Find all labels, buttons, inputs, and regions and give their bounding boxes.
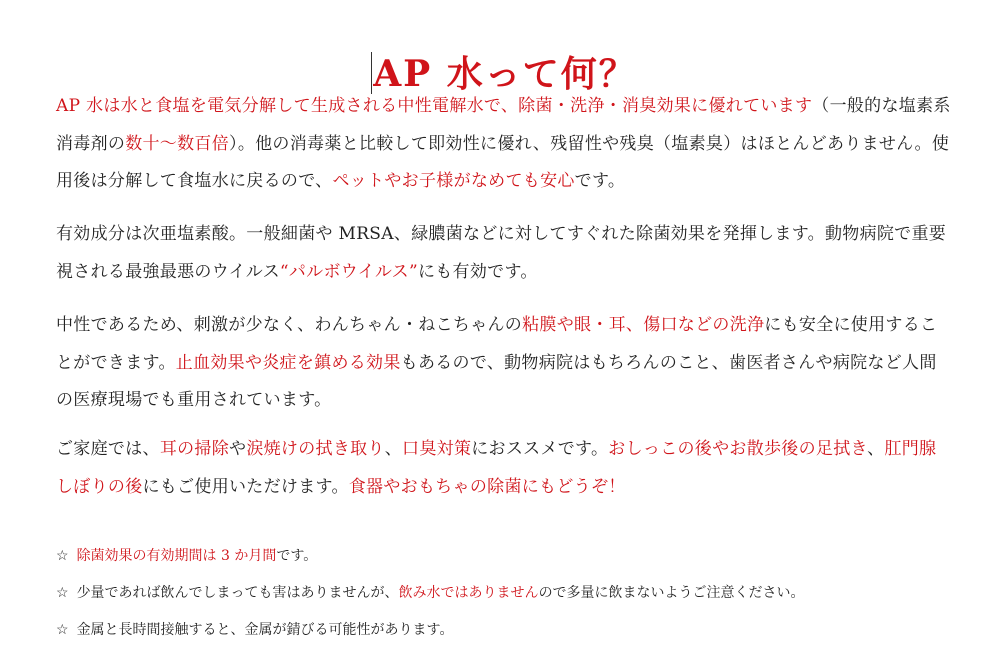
body-text: 少量であれば飲んでしまっても害はありませんが、 [76, 585, 399, 601]
body-text: にも有効です。 [417, 261, 538, 282]
note-validity [56, 546, 952, 566]
body-text: もあるので、動物病院はもちろんのこと、歯医者さんや病院など人間の医療現場でも重用されています。 [56, 352, 937, 410]
highlighted-text: 涙焼けの拭き取り [246, 439, 385, 459]
highlighted-text: おしっこの後やお散歩後の足拭き [608, 439, 868, 459]
highlighted-text: 飲み水ではありません [398, 585, 539, 601]
highlighted-text: 粘膜や眼・耳、傷口などの洗浄 [522, 315, 765, 335]
highlighted-text: 止血効果や炎症を鎮める効果 [175, 352, 401, 373]
highlighted-text: 除菌効果の有効期間は 3 か月間 [76, 548, 277, 564]
star-icon: ☆ [56, 622, 69, 638]
body-text: ので多量に飲まないようご注意ください。 [538, 585, 805, 601]
body-text: 中性であるため、刺激が少なく、わんちゃん・ねこちゃんの [56, 315, 523, 335]
highlighted-text: 口臭対策 [402, 439, 472, 459]
highlighted-text: AP 水は水と食塩を電気分解して生成される中性電解水で、除菌・洗浄・消臭効果に優れています [56, 96, 813, 116]
body-text: です。 [574, 171, 626, 191]
body-text: 、 [384, 439, 403, 459]
body-text: におススメです。 [471, 439, 609, 459]
body-text: 有効成分は次亜塩素酸。一般細菌や MRSA、緑膿菌などに対してすぐれた除菌効果を発揮します。動物病院で重要視される最強最悪のウイルス [56, 224, 947, 282]
highlighted-text: 食器やおもちゃの除菌にもどうぞ！ [348, 476, 626, 497]
body-text: ご家庭では、 [56, 439, 160, 459]
paragraph-intro [56, 88, 952, 201]
note-metal [56, 620, 952, 640]
body-text: にもご使用いただけます。 [142, 476, 349, 497]
body-text: や [229, 439, 247, 459]
note-drinking [56, 583, 952, 603]
star-icon: ☆ [56, 548, 69, 564]
body-text: （一般的な塩素系消毒剤の [56, 96, 951, 154]
highlighted-text: 数十～数百倍 [125, 133, 230, 154]
paragraph-home-use [56, 431, 952, 506]
paragraph-ingredient [56, 216, 952, 291]
body-text: ）。他の消毒薬と比較して即効性に優れ、残留性や残臭（塩素臭）はほとんどありません。使用後は分解して食塩水に戻るので、 [56, 133, 950, 191]
highlighted-text: 肛門腺しぼりの後 [56, 439, 937, 497]
paragraph-safety [56, 307, 952, 420]
highlighted-text: ペットやお子様がなめても安心 [332, 171, 575, 191]
body-text: です。 [276, 548, 318, 564]
highlighted-text: 耳の掃除 [159, 439, 230, 459]
highlighted-text: “パルボウイルス” [279, 261, 418, 282]
page-title-text: AP 水って何？ [373, 53, 637, 96]
body-text: にも安全に使用することができます。 [56, 315, 938, 373]
star-icon: ☆ [56, 585, 69, 601]
body-text: 金属と長時間接触すると、金属が錆びる可能性があります。 [76, 622, 454, 638]
body-text: 、 [867, 439, 885, 459]
